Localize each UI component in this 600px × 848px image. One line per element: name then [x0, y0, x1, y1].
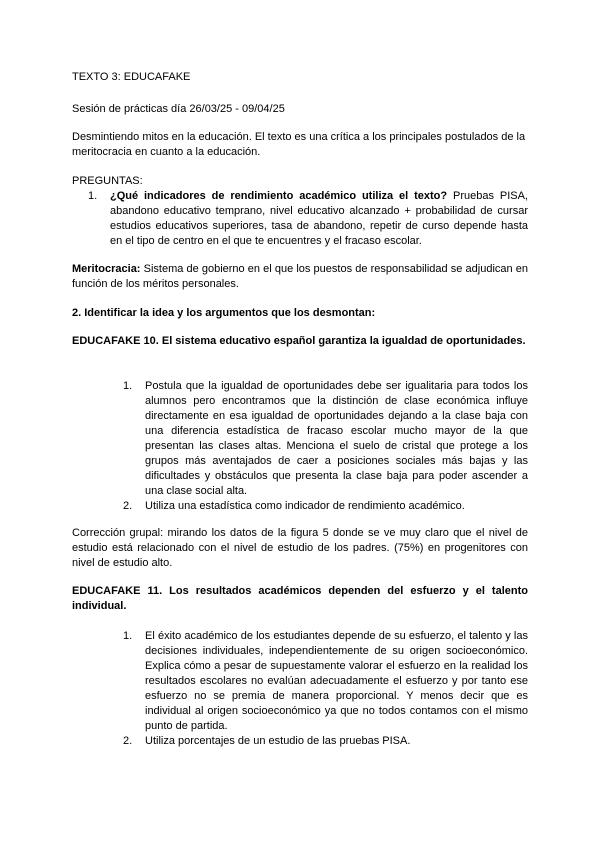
list-number: 1.	[123, 380, 133, 392]
list-text: Postula que la igualdad de oportunidades debe ser igualitaria para todos los alumnos pero encontramos que la distinción de clase económica influye directamente en esa igualdad de oportunidades dejando a la clase baja con una diferencia estadística de fracaso escolar mucho mayor de la que presentan las clases altas. Menciona el suelo de cristal que protege a los grupos más aventajados de caer a posiciones sociales más bajas y las dificultades y obstáculos que presenta la clase baja para poder ascender a una clase social alta.	[145, 380, 528, 497]
meritocracia-term: Meritocracia:	[72, 263, 141, 275]
list-item	[123, 499, 528, 514]
meritocracia-definition	[72, 262, 528, 292]
questions-label: PREGUNTAS:	[72, 175, 143, 187]
question-answer: Pruebas PISA, abandono educativo temprano, nivel educativo alcanzado + probabilidad de cursar estudios educativos superiores, tasa de abandono, repetir de curso depende hasta en el tipo de centro en el que te encuentres y el fracaso escolar.	[110, 190, 528, 247]
section-2-heading: 2. Identificar la idea y los argumentos que los desmontan:	[72, 307, 376, 319]
question-number: 1.	[88, 190, 98, 202]
list-number: 2.	[123, 735, 133, 747]
list-number: 1.	[123, 630, 133, 642]
list-text: Utiliza porcentajes de un estudio de las pruebas PISA.	[145, 735, 411, 747]
educafake-11-heading: EDUCAFAKE 11. Los resultados académicos dependen del esfuerzo y el talento individual.	[72, 585, 528, 612]
question-text: ¿Qué indicadores de rendimiento académico utiliza el texto?	[110, 190, 448, 202]
educafake-10-heading: EDUCAFAKE 10. El sistema educativo español garantiza la igualdad de oportunidades.	[72, 335, 526, 347]
question-item	[88, 189, 528, 249]
session-date: Sesión de prácticas día 26/03/25 - 09/04/25	[72, 103, 285, 115]
educafake-10-list	[123, 379, 528, 514]
intro-paragraph: Desmintiendo mitos en la educación. El texto es una crítica a los principales postulados de la meritocracia en cuanto a la educación.	[72, 131, 526, 158]
document-title: TEXTO 3: EDUCAFAKE	[72, 71, 191, 83]
educafake-11-list	[123, 629, 528, 749]
list-number: 2.	[123, 500, 133, 512]
questions-list	[88, 189, 528, 249]
list-item	[123, 379, 528, 499]
meritocracia-text: Sistema de gobierno en el que los puestos de responsabilidad se adjudican en función de los méritos personales.	[72, 263, 528, 290]
list-item	[123, 629, 528, 734]
list-text: Utiliza una estadística como indicador de rendimiento académico.	[145, 500, 465, 512]
list-item	[123, 734, 528, 749]
list-text: El éxito académico de los estudiantes depende de su esfuerzo, el talento y las decisiones individuales, independientemente de su origen socioeconómico. Explica cómo a pesar de supuestamente valorar el esfuerzo en la realidad los resultados escolares no evalúan adecuadamente el esfuerzo y por tanto ese esfuerzo no se premia de manera proporcional. Y menos decir que es individual al origen socioeconómico ya que no todos contamos con el mismo punto de partida.	[145, 630, 528, 732]
correction-paragraph: Corrección grupal: mirando los datos de la figura 5 donde se ve muy claro que el nivel de estudio está relacionado con el nivel de estudio de los padres. (75%) en progenitores con nivel de estudio alto.	[72, 527, 528, 569]
